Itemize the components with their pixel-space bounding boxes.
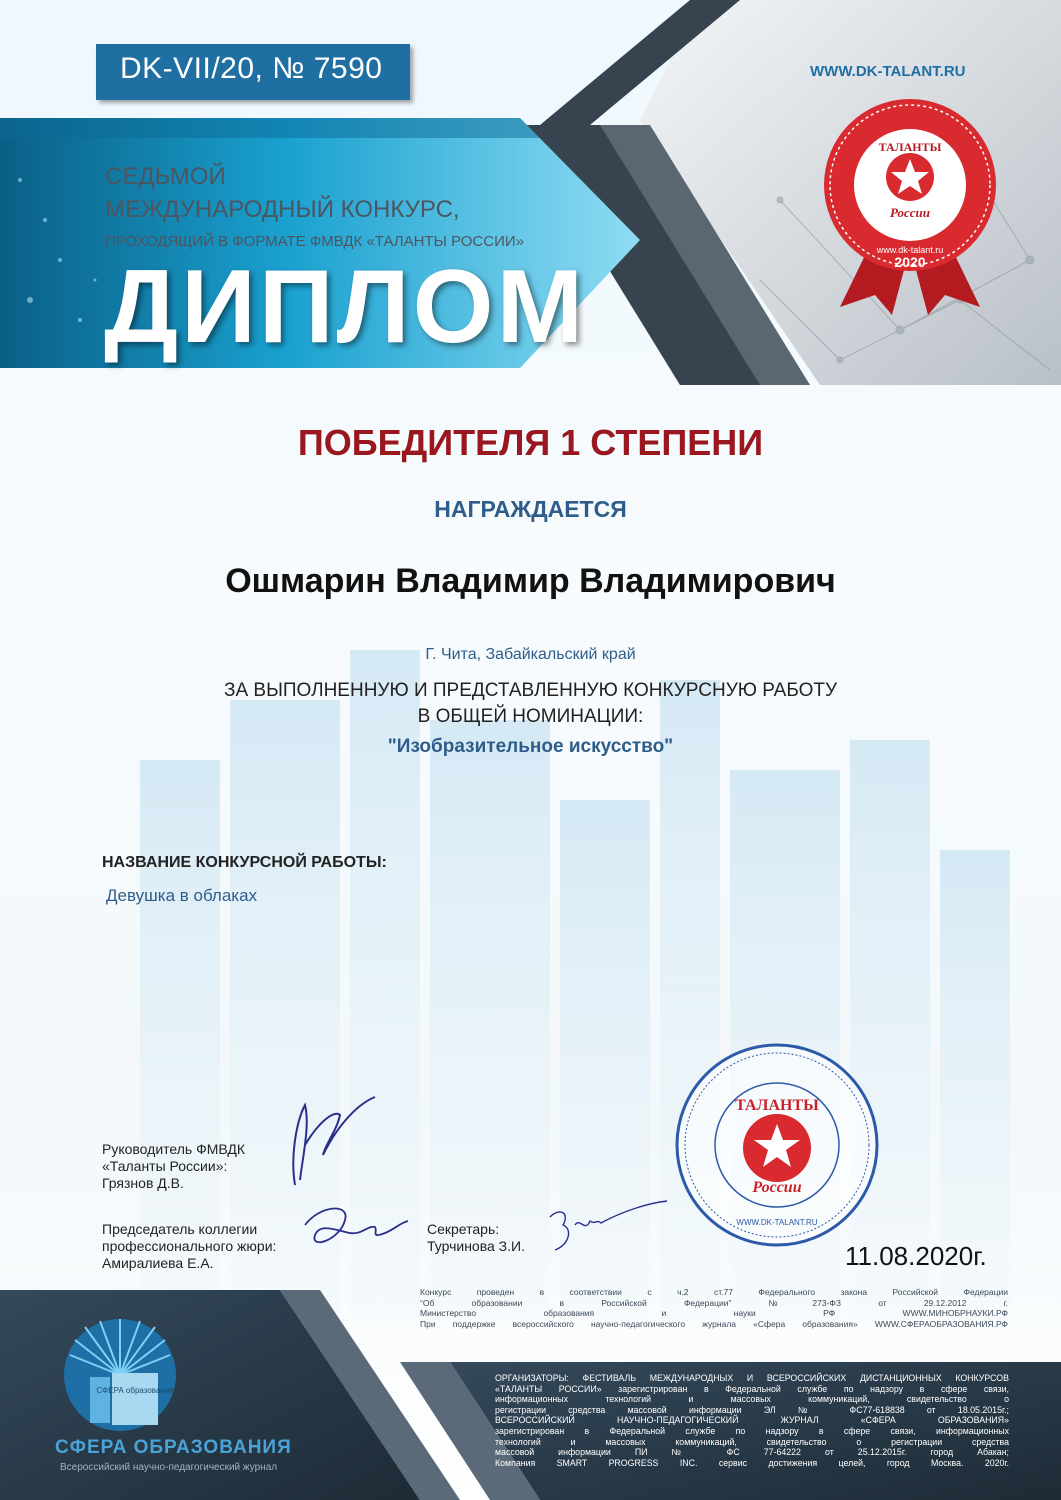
legal-line-4: При поддержке всероссийского научно-педагогического журнала «Сфера образования» WWW.СФЕРАОБРАЗОВАНИЯ.РФ (420, 1318, 1008, 1329)
issue-date: 11.08.2020г. (845, 1241, 987, 1271)
organizers-line-2: «ТАЛАНТЫ РОССИИ» зарегистрирован в Федеральной службе по надзору в сфере связи, (495, 1383, 1009, 1394)
secretary-signatory-line-2: Турчинова З.И. (427, 1238, 525, 1254)
legal-line-3: Министерство образования и науки РФ WWW.МИНОБРНАУКИ.РФ (420, 1308, 1008, 1318)
logo-book-label: СФЕРА образования (96, 1386, 174, 1395)
seal-brand-sub: России (890, 205, 930, 220)
organizers-info (495, 1373, 1009, 1468)
website-link[interactable]: WWW.DK-TALANT.RU (810, 63, 966, 80)
contest-line-1: СЕДЬМОЙ (105, 163, 226, 190)
secretary-signature (535, 1195, 675, 1265)
award-reason-line-1: ЗА ВЫПОЛНЕННУЮ И ПРЕДСТАВЛЕННУЮ КОНКУРСНУЮ РАБОТУ (223, 680, 838, 701)
contest-line-3: ПРОХОДЯЩИЙ В ФОРМАТЕ ФМВДК «ТАЛАНТЫ РОССИИ» (105, 233, 525, 250)
head-signatory (102, 1141, 245, 1192)
seal-brand: ТАЛАНТЫ (878, 140, 942, 154)
secretary-signatory-line-1: Секретарь: (427, 1221, 500, 1237)
awarded-label: НАГРАЖДАЕТСЯ (434, 496, 627, 522)
sfera-logo-icon (60, 1315, 180, 1435)
recipient-name: Ошмарин Владимир Владимирович (225, 562, 836, 600)
stamp-site: WWW.DK-TALANT.RU (736, 1218, 818, 1227)
chair-signatory-line-1: Председатель коллегии (102, 1221, 258, 1237)
organizers-line-4: регистрации средства массовой информации ЭЛ № ФС77-618838 от 18.05.2015г.; (495, 1404, 1009, 1415)
seal-year: 2020 (894, 254, 926, 270)
organizers-line-3: информационных технологий и массовых коммуникаций, свидетельство о (495, 1394, 1009, 1405)
stamp-brand-sub: России (752, 1179, 802, 1196)
work-title-label: НАЗВАНИЕ КОНКУРСНОЙ РАБОТЫ: (102, 854, 387, 871)
stamp-brand: ТАЛАНТЫ (735, 1097, 819, 1114)
organizers-line-6: зарегистрирован в Федеральной службе по надзору в сфере связи, информационных (495, 1425, 1009, 1436)
legal-line-2: “Об образовании в Российской Федерации” №273-ФЗ от 29.12.2012 г. (420, 1297, 1008, 1308)
head-signature (265, 1085, 395, 1195)
chair-signature (290, 1195, 420, 1265)
seal-site: www.dk-talant.ru (876, 245, 944, 255)
secretary-signatory (427, 1221, 525, 1255)
head-signatory-line-1: Руководитель ФМВДК (102, 1141, 246, 1157)
organizers-line-8: массовой информации ПИ № ФС 77-64222 от 25.12.2015г. город Абакан; (495, 1447, 1009, 1458)
jury-seal (820, 95, 1000, 315)
award-reason-line-2: В ОБЩЕЙ НОМИНАЦИИ: (417, 706, 644, 727)
sfera-logo-subtitle: Всероссийский научно-педагогический журнал (60, 1462, 278, 1473)
organizers-line-1: ОРГАНИЗАТОРЫ: ФЕСТИВАЛЬ МЕЖДУНАРОДНЫХ И ВСЕРОССИЙСКИХ ДИСТАНЦИОННЫХ КОНКУРСОВ (495, 1373, 1009, 1383)
head-signatory-line-2: «Таланты России»: (102, 1158, 228, 1174)
organizers-line-7: технологий и массовых коммуникаций, свидетельство о регистрации средства (495, 1436, 1009, 1447)
organizers-line-9: Компания SMART PROGRESS INC. сервис достижения целей, город Москва. 2020г. (495, 1457, 1009, 1468)
chair-signatory-line-3: Амиралиева Е.А. (102, 1255, 214, 1271)
legal-notice (420, 1287, 1008, 1329)
organizers-line-5: ВСЕРОССИЙСКИЙ НАУЧНО-ПЕДАГОГИЧЕСКИЙ ЖУРНАЛ «СФЕРА ОБРАЗОВАНИЯ» (495, 1415, 1009, 1426)
diploma-title: ДИПЛОМ (104, 249, 587, 365)
sfera-logo-name: СФЕРА ОБРАЗОВАНИЯ (55, 1437, 292, 1458)
chair-signatory (102, 1221, 276, 1272)
head-signatory-line-3: Грязнов Д.В. (102, 1175, 184, 1191)
organizer-stamp (672, 1040, 882, 1250)
diploma-number: DK-VII/20, № 7590 (120, 52, 383, 85)
work-title: Девушка в облаках (106, 886, 258, 905)
recipient-city: Г. Чита, Забайкальский край (425, 646, 636, 663)
award-degree: ПОБЕДИТЕЛЯ 1 СТЕПЕНИ (297, 422, 764, 463)
chair-signatory-line-2: профессионального жюри: (102, 1238, 277, 1254)
contest-line-2: МЕЖДУНАРОДНЫЙ КОНКУРС, (105, 196, 460, 223)
legal-line-1: Конкурс проведен в соответствии с ч.2 ст.77 Федерального закона Российской Федерации (420, 1287, 1008, 1297)
nomination: "Изобразительное искусство" (387, 736, 674, 757)
